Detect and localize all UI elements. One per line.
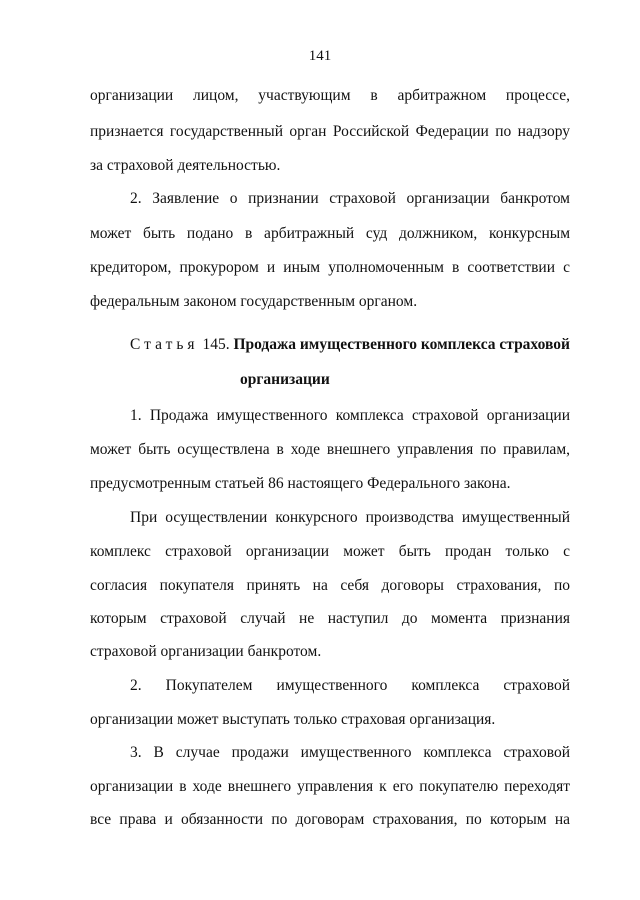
paragraph-6-line-2: организации в ходе внешнего управления к его покупателю переходят — [90, 778, 570, 795]
paragraph-4-line-1: При осуществлении конкурсного производства имущественный — [130, 509, 570, 526]
article-title-line-1: Продажа имущественного комплекса страховой — [233, 336, 570, 353]
article-heading — [130, 335, 570, 355]
paragraph-1-line-3: за страховой деятельностью. — [90, 157, 281, 174]
paragraph-3-line-3: предусмотренным статьей 86 настоящего Федерального закона. — [90, 475, 511, 492]
paragraph-1-line-2: признается государственный орган Российской Федерации по надзору — [90, 123, 570, 140]
paragraph-2-line-4: федеральным законом государственным органом. — [90, 293, 418, 310]
paragraph-1-line-1: организации лицом, участвующим в арбитражном процессе, — [90, 87, 570, 104]
page-number: 141 — [308, 48, 332, 64]
paragraph-6-line-3: все права и обязанности по договорам страхования, по которым на — [90, 811, 570, 828]
paragraph-4-line-4: которым страховой случай не наступил до момента признания — [90, 610, 570, 627]
paragraph-2-line-3: кредитором, прокурором и иным уполномоченным в соответствии с — [90, 259, 570, 276]
paragraph-3-line-2: может быть осуществлена в ходе внешнего управления по правилам, — [90, 441, 570, 458]
paragraph-6-line-1: 3. В случае продажи имущественного комплекса страховой — [130, 744, 570, 761]
paragraph-5-line-1: 2. Покупателем имущественного комплекса страховой — [130, 677, 570, 694]
paragraph-4-line-5: страховой организации банкротом. — [90, 643, 322, 660]
article-title-line-2: организации — [240, 371, 330, 388]
article-label: Статья — [130, 336, 199, 353]
article-number: 145. — [202, 336, 230, 353]
paragraph-5-line-2: организации может выступать только страховая организация. — [90, 711, 496, 728]
paragraph-4-line-3: согласия покупателя принять на себя договоры страхования, по — [90, 577, 570, 594]
paragraph-4-line-2: комплекс страховой организации может быть продан только с — [90, 543, 570, 560]
paragraph-2-line-2: может быть подано в арбитражный суд должником, конкурсным — [90, 225, 570, 242]
paragraph-3-line-1: 1. Продажа имущественного комплекса страховой организации — [130, 407, 570, 424]
paragraph-2-line-1: 2. Заявление о признании страховой организации банкротом — [130, 190, 570, 207]
